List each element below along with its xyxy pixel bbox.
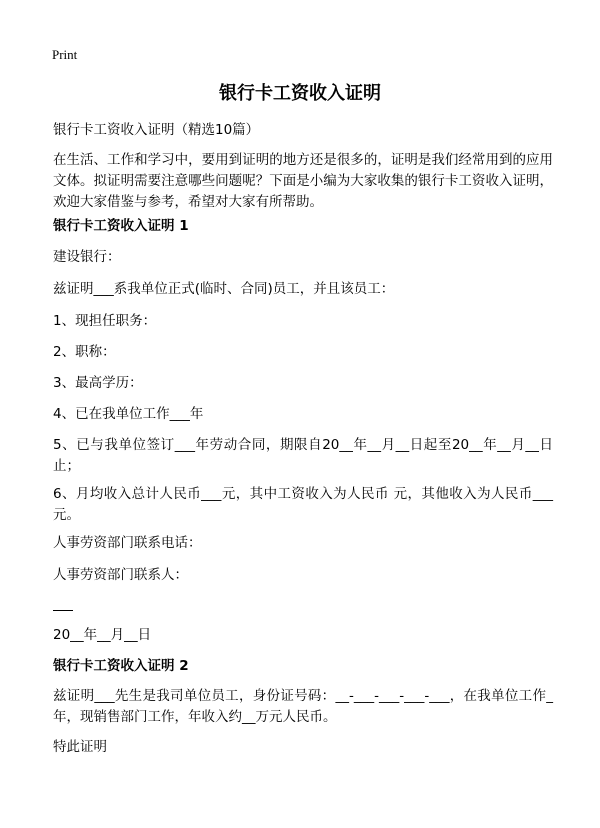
document-subtitle: 银行卡工资收入证明（精选10篇） [53, 122, 260, 138]
statement: 兹证明___系我单位正式(临时、合同)员工，并且该员工： [53, 281, 395, 297]
list-item: 1、现担任职务： [53, 313, 157, 329]
intro-paragraph: 在生活、工作和学习中，要用到证明的地方还是很多的，证明是我们经常用到的应用文体。拟证明需要注意哪些问题呢？下面是小编为大家收集的银行卡工资收入证明，欢迎大家借鉴与参考，希望对大家有所帮助。 [53, 152, 553, 210]
list-item: 4、已在我单位工作___年 [53, 406, 204, 422]
closing-line: 特此证明 [53, 739, 107, 755]
document-title: 银行卡工资收入证明 [219, 83, 381, 104]
hr-phone-line: 人事劳资部门联系电话： [53, 535, 202, 551]
section-1-heading: 银行卡工资收入证明 1 [53, 218, 189, 234]
list-item: 2、职称： [53, 344, 116, 360]
section-2-body: 兹证明___先生是我司单位员工，身份证号码：__-___-___-___-___，在我单位工作_年，现销售部门工作，年收入约__万元人民币。 [53, 688, 553, 725]
hr-contact-line: 人事劳资部门联系人： [53, 567, 188, 583]
list-item: 6、月均收入总计人民币___元，其中工资收入为人民币 元，其他收入为人民币___元。 [53, 486, 553, 523]
print-label: Print [52, 47, 78, 62]
list-item: 3、最高学历： [53, 375, 143, 391]
salutation: 建设银行： [53, 249, 121, 265]
section-2-heading: 银行卡工资收入证明 2 [53, 658, 189, 674]
signature-rule [53, 610, 73, 611]
list-item: 5、已与我单位签订___年劳动合同，期限自20__年__月__日起至20__年__月__日止； [53, 437, 553, 474]
date-line: 20__年__月__日 [53, 627, 152, 643]
